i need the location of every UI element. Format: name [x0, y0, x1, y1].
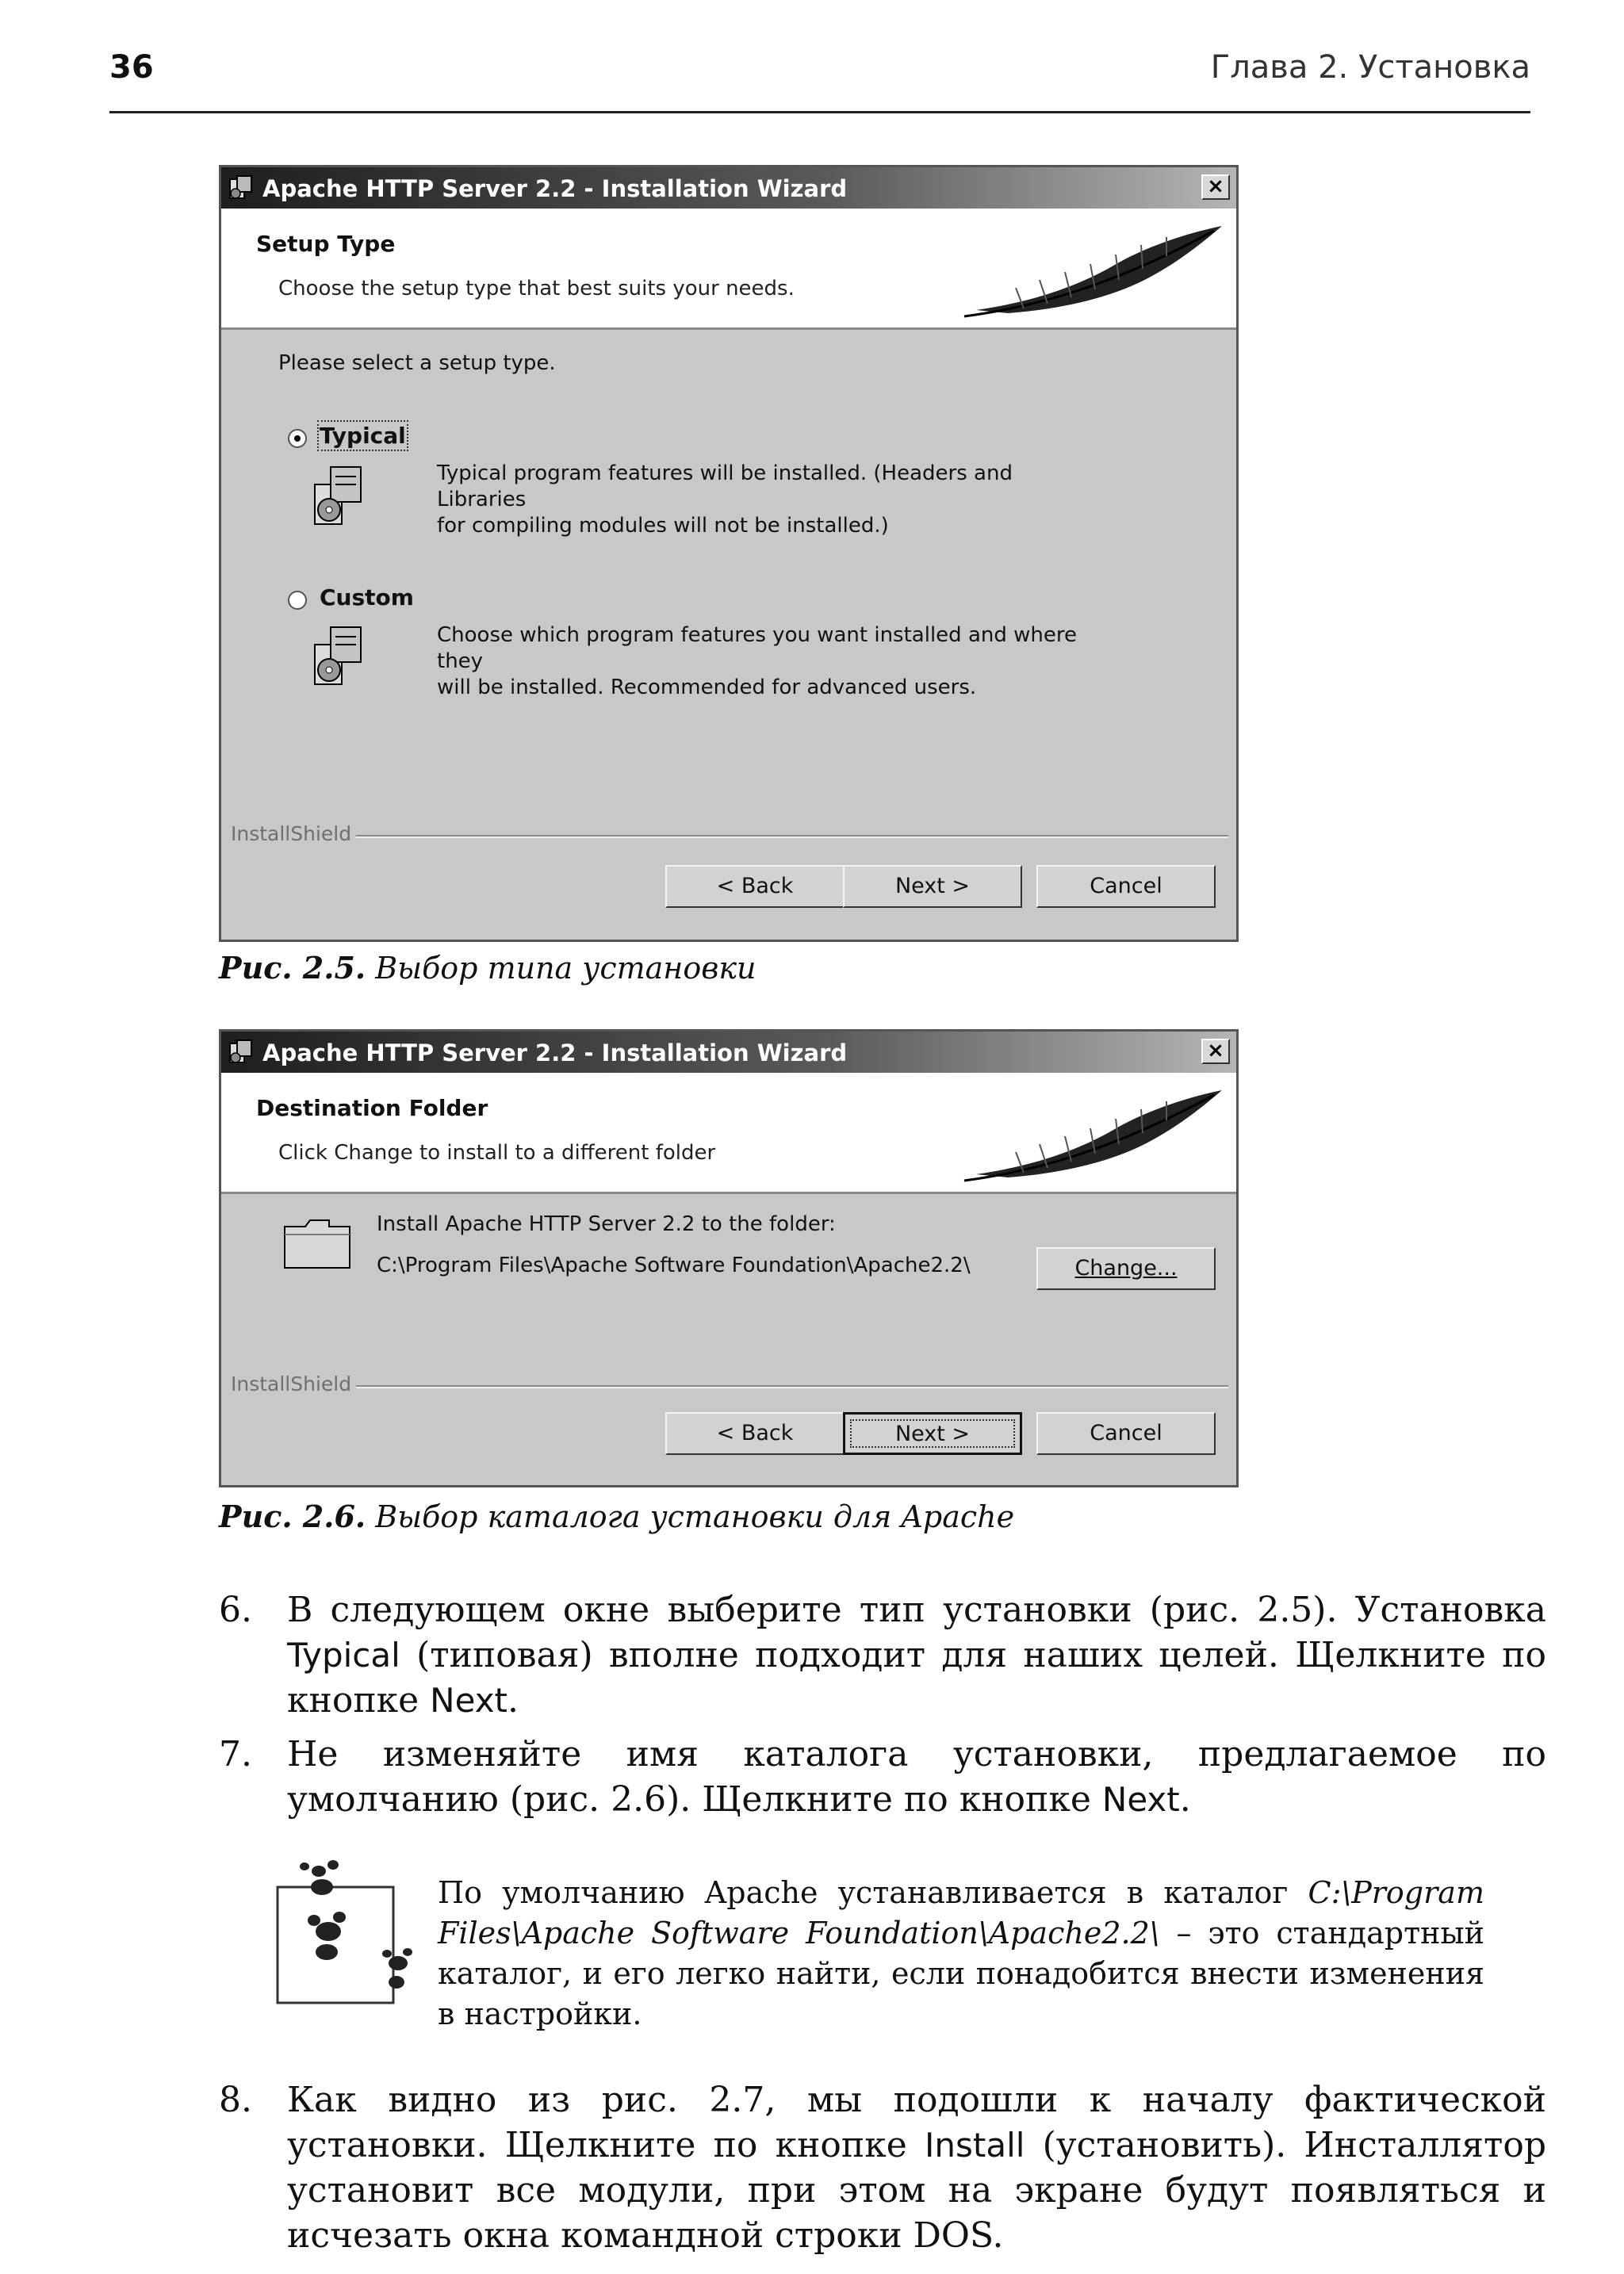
caption-text: Выбор типа установки — [366, 951, 756, 986]
custom-description — [437, 622, 1087, 701]
step-text: Не изменяйте имя каталога установки, предлагаемое по умолчанию (рис. 2.6). Щелкните по кнопке Next. — [287, 1734, 1546, 1820]
step-number: 6. — [219, 1590, 252, 1630]
typical-radio[interactable] — [288, 429, 307, 448]
separator — [356, 835, 1228, 838]
figure-caption-2-6 — [219, 1499, 1014, 1534]
banner-heading: Setup Type — [256, 231, 396, 257]
step-text: Как видно из рис. 2.7, мы подошли к началу фактической установки. Щелкните по кнопке Install (установить). Инсталлятор установит все модули, при этом на экране будут появляться и исчезать окна командной строки DOS. — [287, 2080, 1546, 2256]
close-button[interactable] — [1201, 174, 1230, 200]
back-button[interactable]: < Back — [665, 865, 845, 908]
setup-type-dialog — [219, 165, 1239, 942]
custom-radio[interactable] — [288, 591, 307, 610]
window-title: Apache HTTP Server 2.2 - Installation Wizard — [262, 175, 848, 202]
next-button[interactable]: Next > — [843, 865, 1022, 908]
destination-folder-dialog — [219, 1029, 1239, 1487]
banner-subheading: Click Change to install to a different folder — [278, 1141, 716, 1165]
banner-heading: Destination Folder — [256, 1095, 488, 1121]
custom-description-line2: will be installed. Recommended for advanced users. — [437, 676, 977, 699]
typical-label[interactable]: Typical — [320, 423, 406, 449]
step-text: В следующем окне выберите тип установки (рис. 2.5). Установка Typical (типовая) вполне подходит для наших целей. Щелкните по кнопке Next. — [287, 1590, 1546, 1721]
typical-description-line2: for compiling modules will not be installed.) — [437, 514, 889, 538]
custom-description-line1: Choose which program features you want installed and where they — [437, 623, 1077, 673]
caption-label: Рис. 2.6. — [219, 1499, 366, 1534]
ui-term: Typical — [287, 1636, 400, 1675]
change-button[interactable] — [1036, 1247, 1216, 1290]
separator — [356, 1385, 1228, 1388]
header-banner — [221, 209, 1236, 330]
note-paw-icon — [273, 1855, 431, 2022]
caption-text: Выбор каталога установки для Apache — [366, 1499, 1015, 1534]
chapter-title: Глава 2. Установка — [1210, 49, 1530, 86]
close-icon: × — [1207, 1039, 1224, 1062]
banner-subheading: Choose the setup type that best suits your needs. — [278, 277, 795, 301]
installshield-brand: InstallShield — [231, 1372, 352, 1395]
apache-feather-icon — [960, 215, 1230, 326]
apache-feather-icon — [960, 1079, 1230, 1190]
install-path: C:\Program Files\Apache Software Foundation\Apache2.2\ — [377, 1254, 971, 1277]
close-button[interactable] — [1201, 1039, 1230, 1064]
ui-term: Next — [1101, 1780, 1180, 1819]
setup-package-icon — [308, 462, 372, 530]
close-icon: × — [1207, 174, 1224, 198]
step-number: 8. — [219, 2080, 252, 2120]
installer-app-icon — [228, 1039, 255, 1066]
titlebar — [221, 1032, 1236, 1073]
step-number: 7. — [219, 1734, 252, 1774]
typical-description-line1: Typical program features will be installed. (Headers and Libraries — [437, 461, 1013, 511]
back-button[interactable]: < Back — [665, 1412, 845, 1455]
installer-app-icon — [228, 174, 255, 201]
cancel-button[interactable]: Cancel — [1036, 1412, 1216, 1455]
step-7 — [219, 1732, 1546, 1822]
step-6 — [219, 1587, 1546, 1723]
setup-package-icon — [308, 622, 372, 691]
ui-term: Next — [430, 1681, 508, 1720]
custom-label[interactable]: Custom — [320, 584, 414, 611]
step-8 — [219, 2077, 1546, 2258]
window-title: Apache HTTP Server 2.2 - Installation Wizard — [262, 1039, 848, 1066]
folder-icon — [282, 1215, 353, 1271]
note-text: По умолчанию Apache устанавливается в каталог C:\Program Files\Apache Software Foundation\Apache2.2\ – это стандартный каталог, и его легко найти, если понадобится внести изменения в настройки. — [438, 1875, 1484, 2031]
install-path-italic: C:\Program Files\Apache Software Foundation\Apache2.2\ — [438, 1875, 1484, 1951]
next-button[interactable] — [843, 1412, 1022, 1455]
page-number: 36 — [109, 49, 154, 86]
cancel-button[interactable]: Cancel — [1036, 865, 1216, 908]
typical-description — [437, 461, 1087, 539]
caption-label: Рис. 2.5. — [219, 950, 366, 986]
install-to-label: Install Apache HTTP Server 2.2 to the folder: — [377, 1212, 836, 1236]
page-header — [109, 46, 1530, 113]
next-button-label: Next > — [845, 1415, 1020, 1453]
titlebar — [221, 167, 1236, 209]
change-button-label: Change... — [1074, 1256, 1178, 1281]
figure-caption-2-5 — [219, 950, 756, 986]
ui-term: Install — [924, 2126, 1025, 2165]
installshield-brand: InstallShield — [231, 822, 352, 845]
select-prompt: Please select a setup type. — [278, 351, 556, 375]
header-banner — [221, 1073, 1236, 1194]
